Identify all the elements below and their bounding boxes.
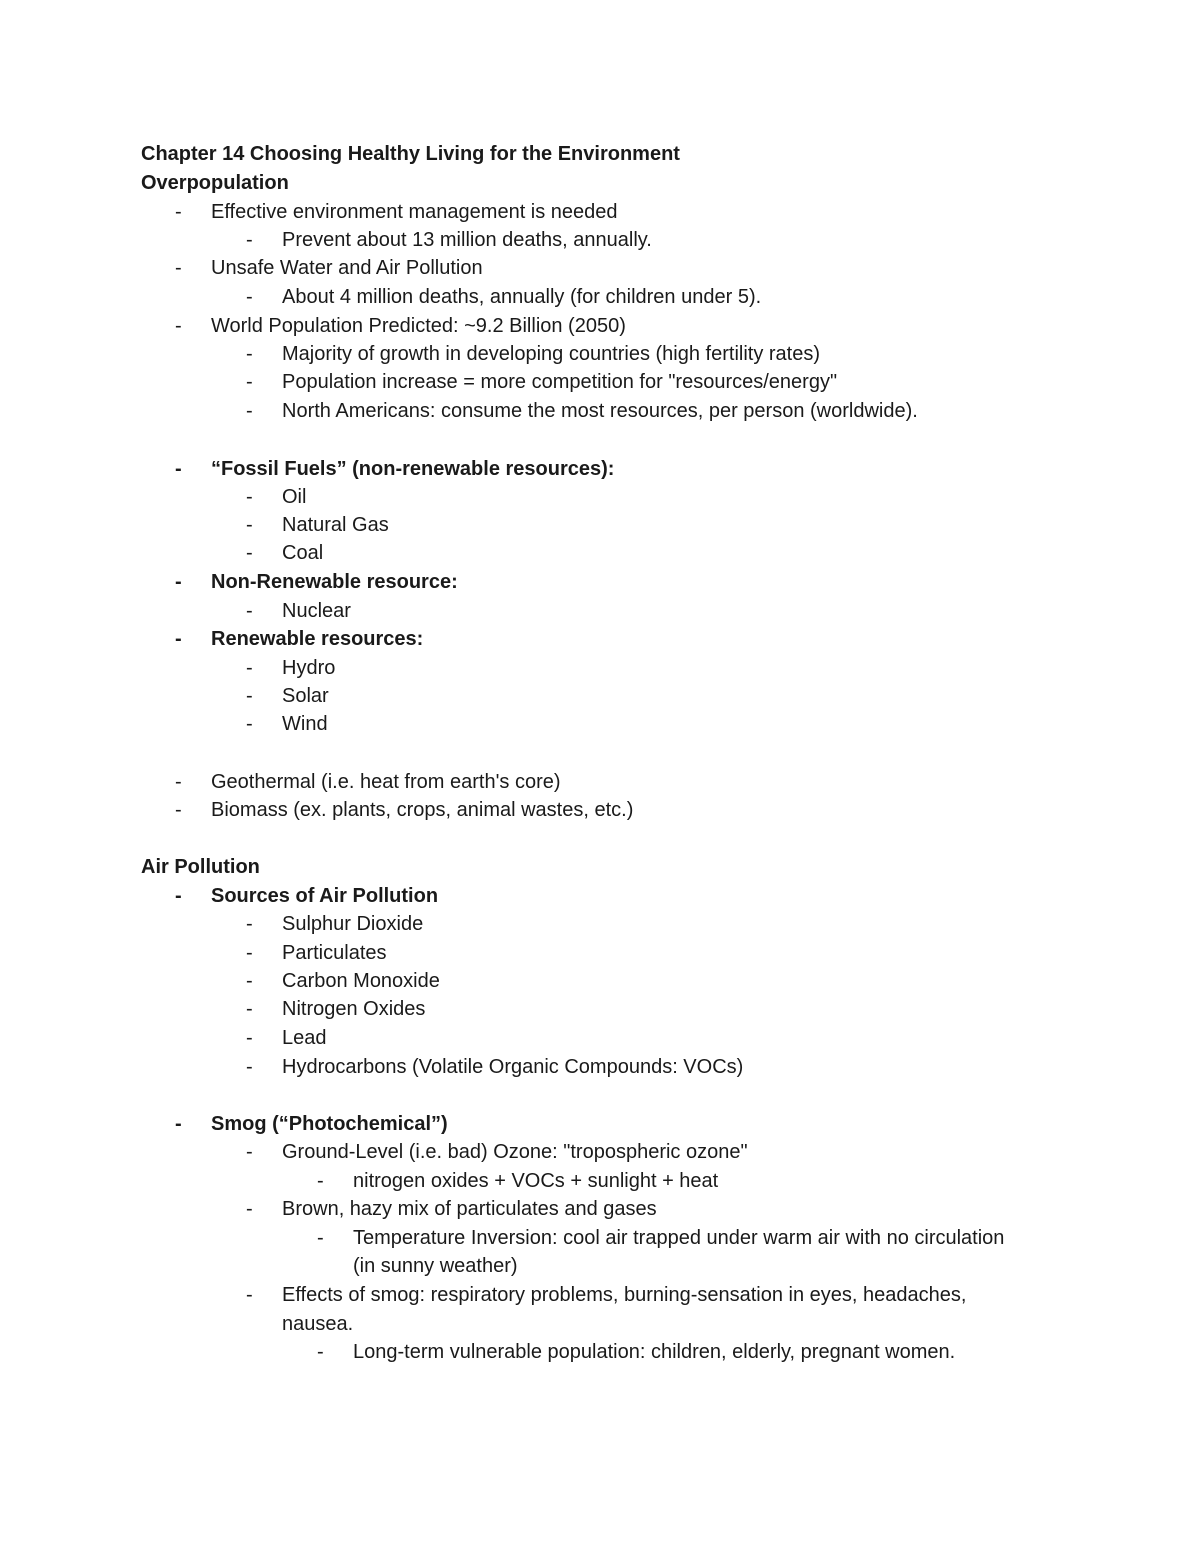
list-item: Coal	[282, 542, 324, 564]
bullet-dash: -	[246, 685, 253, 707]
list-item: Solar	[282, 685, 329, 707]
list-item: Effects of smog: respiratory problems, burning-sensation in eyes, headaches,	[282, 1284, 967, 1306]
bullet-dash: -	[175, 458, 182, 480]
bullet-dash: -	[246, 542, 253, 564]
bullet-dash: -	[246, 1284, 253, 1306]
list-item: Ground-Level (i.e. bad) Ozone: "tropospheric ozone"	[282, 1141, 748, 1163]
list-item-continuation: nausea.	[282, 1313, 354, 1335]
list-item: Population increase = more competition for "resources/energy"	[282, 371, 838, 393]
document-title: Chapter 14 Choosing Healthy Living for the Environment	[141, 143, 680, 165]
list-item: Prevent about 13 million deaths, annually.	[282, 229, 652, 251]
section-heading-air-pollution: Air Pollution	[141, 856, 260, 878]
bullet-dash: -	[246, 998, 253, 1020]
bullet-dash: -	[246, 1027, 253, 1049]
list-item: Temperature Inversion: cool air trapped under warm air with no circulation	[353, 1227, 1005, 1249]
bullet-dash: -	[246, 486, 253, 508]
list-item: Carbon Monoxide	[282, 970, 440, 992]
bullet-dash: -	[317, 1341, 324, 1363]
list-item: Wind	[282, 713, 328, 735]
bullet-dash: -	[317, 1170, 324, 1192]
bullet-dash: -	[246, 343, 253, 365]
list-item: Nuclear	[282, 600, 351, 622]
list-item: Biomass (ex. plants, crops, animal wastes, etc.)	[211, 799, 634, 821]
list-item: Sulphur Dioxide	[282, 913, 424, 935]
list-item: Lead	[282, 1027, 327, 1049]
list-item: Geothermal (i.e. heat from earth's core)	[211, 771, 561, 793]
bullet-dash: -	[175, 571, 182, 593]
bullet-dash: -	[175, 799, 182, 821]
bullet-dash: -	[246, 1141, 253, 1163]
list-item: Majority of growth in developing countries (high fertility rates)	[282, 343, 821, 365]
bullet-dash: -	[317, 1227, 324, 1249]
bullet-dash: -	[246, 1198, 253, 1220]
fossil-fuels-heading: “Fossil Fuels” (non-renewable resources):	[211, 458, 615, 480]
bullet-dash: -	[246, 286, 253, 308]
bullet-dash: -	[175, 628, 182, 650]
bullet-dash: -	[175, 885, 182, 907]
list-item: Oil	[282, 486, 307, 508]
list-item: World Population Predicted: ~9.2 Billion (2050)	[211, 315, 626, 337]
bullet-dash: -	[246, 400, 253, 422]
list-item: nitrogen oxides + VOCs + sunlight + heat	[353, 1170, 719, 1192]
non-renewable-heading: Non-Renewable resource:	[211, 571, 458, 593]
list-item: Nitrogen Oxides	[282, 998, 426, 1020]
list-item: Hydrocarbons (Volatile Organic Compounds: VOCs)	[282, 1056, 744, 1078]
bullet-dash: -	[246, 913, 253, 935]
list-item: Brown, hazy mix of particulates and gases	[282, 1198, 657, 1220]
bullet-dash: -	[175, 1113, 182, 1135]
list-item: About 4 million deaths, annually (for children under 5).	[282, 286, 762, 308]
bullet-dash: -	[246, 942, 253, 964]
bullet-dash: -	[175, 201, 182, 223]
list-item: Effective environment management is needed	[211, 201, 618, 223]
bullet-dash: -	[175, 771, 182, 793]
sources-heading: Sources of Air Pollution	[211, 885, 439, 907]
bullet-dash: -	[246, 970, 253, 992]
section-heading-overpopulation: Overpopulation	[141, 172, 289, 194]
bullet-dash: -	[246, 1056, 253, 1078]
bullet-dash: -	[175, 315, 182, 337]
smog-heading: Smog (“Photochemical”)	[211, 1113, 448, 1135]
bullet-dash: -	[246, 514, 253, 536]
list-item-continuation: (in sunny weather)	[353, 1255, 518, 1277]
bullet-dash: -	[246, 657, 253, 679]
bullet-dash: -	[246, 600, 253, 622]
renewable-heading: Renewable resources:	[211, 628, 424, 650]
list-item: Natural Gas	[282, 514, 389, 536]
bullet-dash: -	[246, 713, 253, 735]
bullet-dash: -	[246, 229, 253, 251]
bullet-dash: -	[246, 371, 253, 393]
bullet-dash: -	[175, 257, 182, 279]
list-item: Hydro	[282, 657, 336, 679]
list-item: Particulates	[282, 942, 387, 964]
list-item: North Americans: consume the most resources, per person (worldwide).	[282, 400, 918, 422]
list-item: Unsafe Water and Air Pollution	[211, 257, 483, 279]
list-item: Long-term vulnerable population: children, elderly, pregnant women.	[353, 1341, 956, 1363]
